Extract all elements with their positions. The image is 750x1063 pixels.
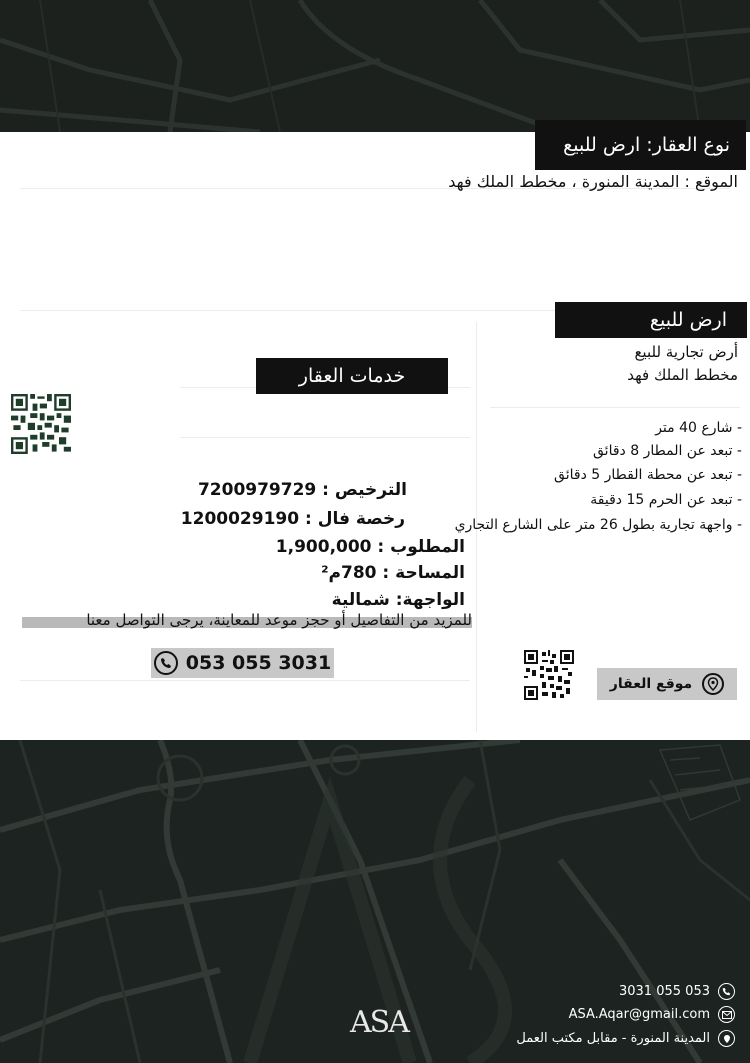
land-area: المساحة : 780م² [321,563,465,583]
feature-item: - تبعد عن الحرم 15 دقيقة [590,492,742,508]
divider [20,680,470,681]
footer-email: ASA.Aqar@gmail.com [568,1007,710,1022]
services-qr-code[interactable] [11,394,71,454]
facade-direction: الواجهة: شمالية [331,590,465,610]
mail-icon [718,1006,735,1023]
footer-address-row [516,1030,735,1047]
map-pin-icon [702,673,724,695]
location-qr-code[interactable] [524,650,574,700]
description-line-1: أرض تجارية للبيع [634,343,738,361]
property-type-label: نوع العقار: ارض للبيع [535,120,746,170]
location-button-label: موقع العقار [609,676,693,692]
phone-number: 053 055 3031 [185,652,332,674]
license-number: الترخيص : 7200979729 [197,480,407,500]
asking-price: المطلوب : 1,900,000 [275,537,465,557]
for-sale-label: ارض للبيع [555,302,747,338]
contact-note: للمزيد من التفاصيل أو حجز موعد للمعاينة، يرجى التواصل معنا [86,611,472,629]
description-line-2: مخطط الملك فهد [627,366,738,384]
property-location-button[interactable] [597,668,737,700]
header-map-background [0,0,750,132]
feature-item: - تبعد عن المطار 8 دقائق [593,443,742,459]
footer-address: المدينة المنورة - مقابل مكتب العمل [516,1031,710,1046]
phone-icon [154,651,178,675]
feature-item: - تبعد عن محطة القطار 5 دقائق [554,467,742,483]
map-pin-icon [718,1030,735,1047]
feature-item: - شارع 40 متر [655,420,742,436]
divider [180,437,470,438]
phone-button[interactable] [151,648,334,678]
footer-phone: 053 055 3031 [618,984,710,999]
services-label: خدمات العقار [256,358,448,394]
phone-icon [718,983,735,1000]
footer-phone-row[interactable] [619,983,735,1000]
footer-email-row[interactable] [569,1006,735,1023]
location-text: الموقع : المدينة المنورة ، مخطط الملك فهد [448,172,738,191]
divider [490,407,740,408]
asa-logo: ASA [350,1005,408,1040]
fal-license-number: رخصة فال : 1200029190 [180,509,405,529]
feature-item: - واجهة تجارية بطول 26 متر على الشارع التجاري [454,517,742,533]
content-panel [0,132,750,740]
